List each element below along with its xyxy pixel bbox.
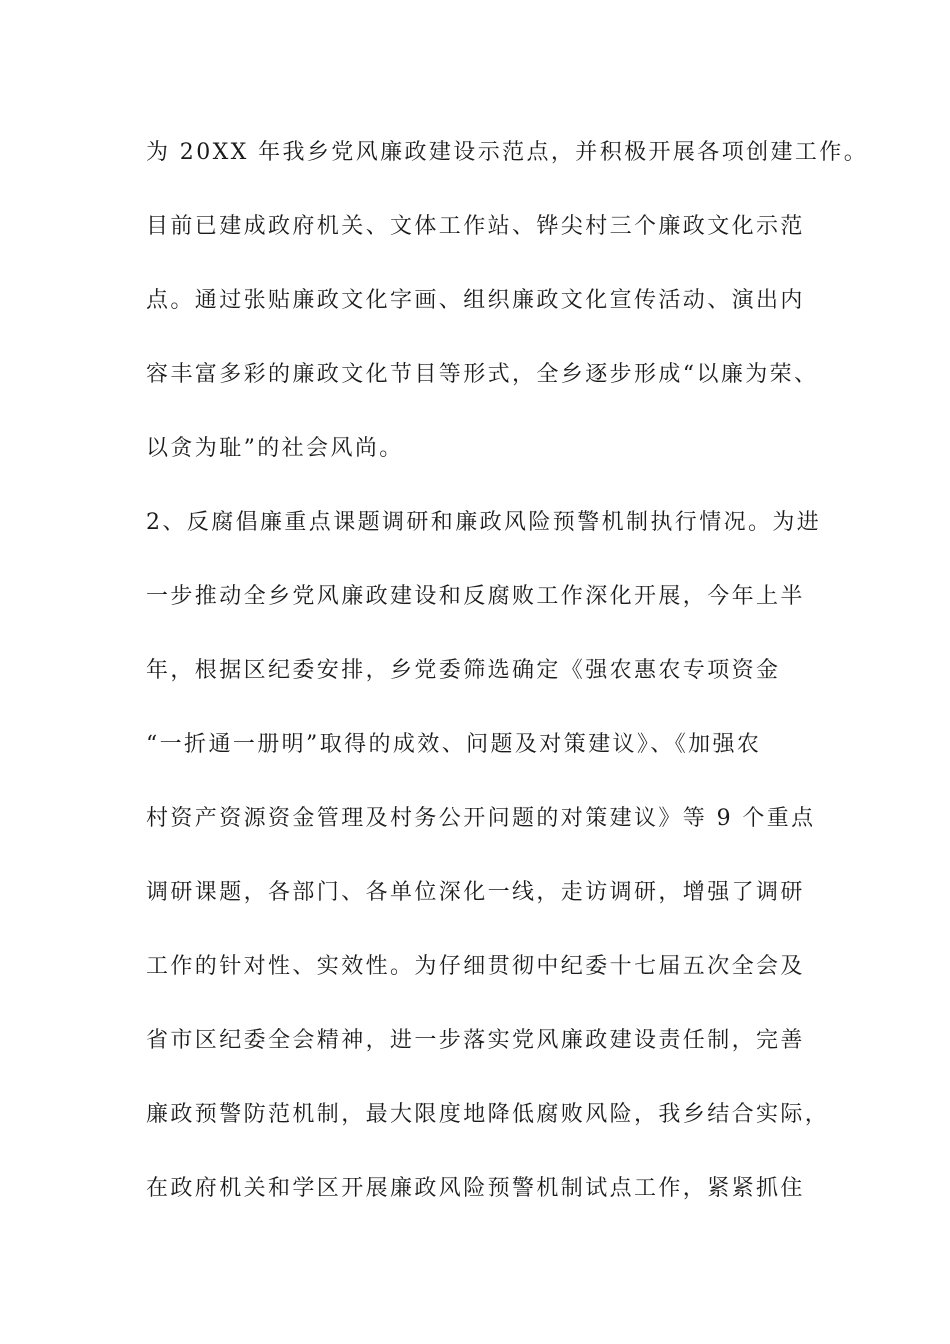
body-text [146,131,869,1241]
text-line: 年，根据区纪委安排，乡党委筛选确定《强农惠农专项资金 [146,658,781,683]
text-line: 为 20XX 年我乡党风廉政建设示范点，并积极开展各项创建工作。 [146,140,869,165]
text-line: 以贪为耻”的社会风尚。 [146,436,404,461]
text-line: 一步推动全乡党风廉政建设和反腐败工作深化开展，今年上半 [146,584,805,609]
text-line: 省市区纪委全会精神，进一步落实党风廉政建设责任制，完善 [146,1028,805,1053]
text-line: 点。通过张贴廉政文化字画、组织廉政文化宣传活动、演出内 [146,288,805,313]
text-line: 廉政预警防范机制，最大限度地降低腐败风险，我乡结合实际， [146,1102,830,1127]
text-line: 目前已建成政府机关、文体工作站、铧尖村三个廉政文化示范 [146,214,805,239]
text-line: 调研课题，各部门、各单位深化一线，走访调研，增强了调研 [146,880,805,905]
text-line: 2、反腐倡廉重点课题调研和廉政风险预警机制执行情况。为进 [146,510,822,535]
text-line: 村资产资源资金管理及村务公开问题的对策建议》等 9 个重点 [146,806,816,831]
text-line: “一折通一册明”取得的成效、问题及对策建议》、《加强农 [146,732,762,757]
text-line: 在政府机关和学区开展廉政风险预警机制试点工作，紧紧抓住 [146,1176,805,1201]
text-line: 容丰富多彩的廉政文化节目等形式，全乡逐步形成“以廉为荣、 [146,362,819,387]
text-line: 工作的针对性、实效性。为仔细贯彻中纪委十七届五次全会及 [146,954,805,979]
